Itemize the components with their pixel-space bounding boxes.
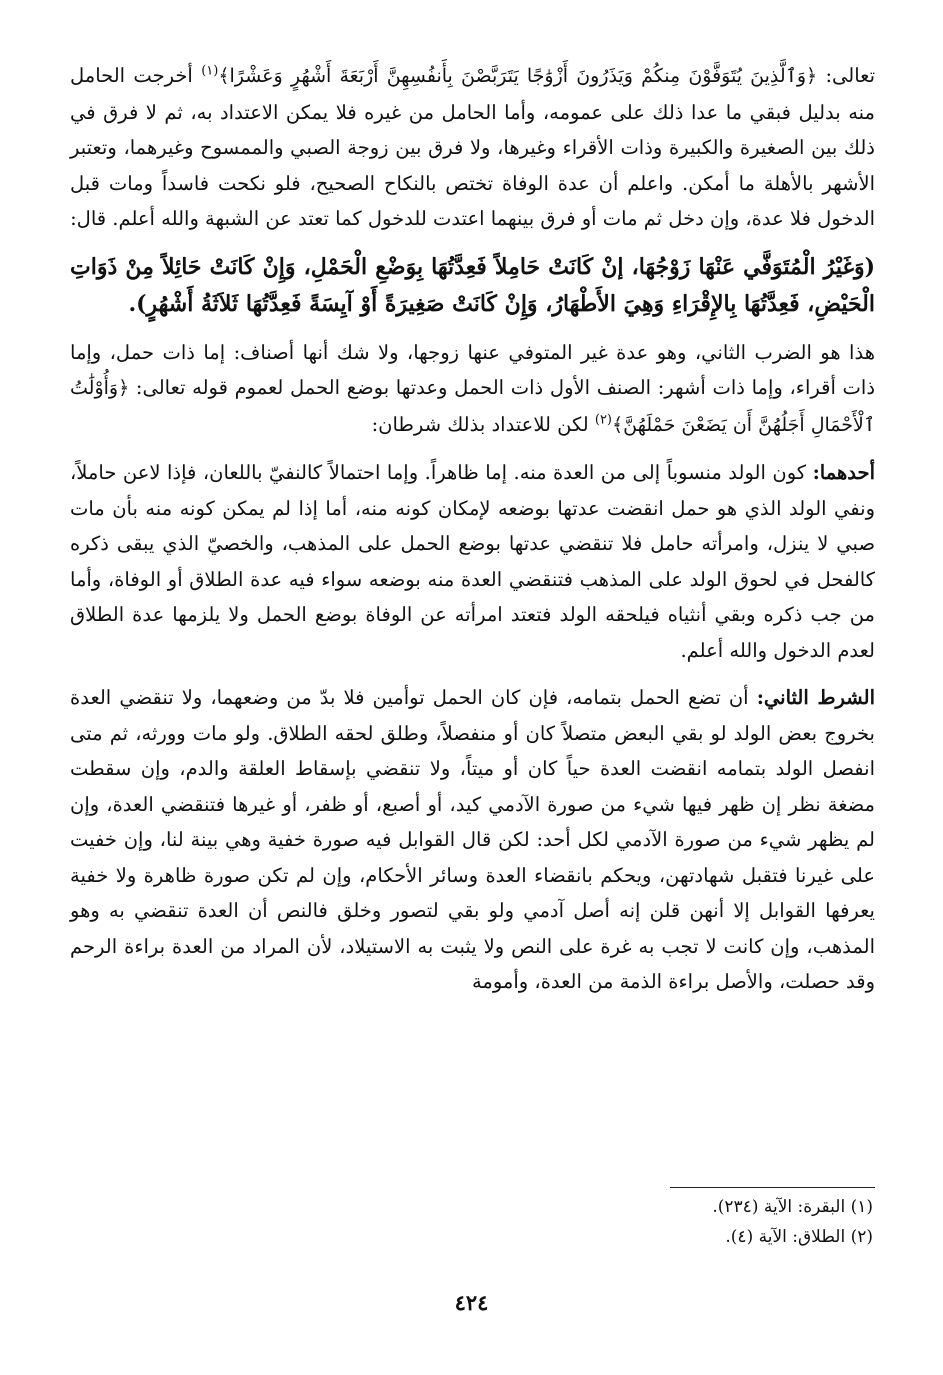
paragraph-3 [70,455,875,668]
matn-text: (وَغَيْرُ الْمُتَوَفَّي عَنْهَا زَوْجُهَا، إنْ كَانَتْ حَامِلاً فَعِدَّتُهَا بِوَضْعِ الْحَمْلِ، وَإِنْ كَانَتْ حَائِلاً مِنْ ذَوَاتِ الْحَيْضِ، فَعِدَّتُهَا بِالإِقْرَاءِ وَهِيَ الأَطْهَارُ، وَإِنْ كَانَتْ صَغِيرَةً أَوْ آيِسَةً فَعِدَّتُهَا ثَلاَثَةُ أَشْهُرٍ). [70,253,875,317]
quran-verse-2: ﴿وَأُوْلَٰتُ ٱلْأَحْمَالِ أَجَلُهُنَّ أَن يَضَعْنَ حَمْلَهُنَّ﴾ [70,377,875,436]
paragraph-1-text: أخرجت الحامل منه بدليل فبقي ما عدا ذلك على عمومه، وأما الحامل من غيره فلا يمكن الاعتداد به، ثم لا فرق في ذلك بين الصغيرة والكبيرة وذات الأقراء وغيرها، ولا فرق بين زوجة الصبي والممسوح وغيرهما، وتعتبر الأشهر بالأهلة ما أمكن. واعلم أن عدة الوفاة تختص بالنكاح الصحيح، فلو نكحت فاسداً ومات قبل الدخول فلا عدة، وإن دخل ثم مات أو فرق بينهما اعتدت للدخول كما تعتد عن الشبهة والله أعلم. قال: [70,64,875,230]
footnote-ref-1[interactable]: (١) [201,63,219,79]
paragraph-4-lead: الشرط الثاني: [756,686,876,709]
paragraph-4-text: أن تضع الحمل بتمامه، فإن كان الحمل توأمين فلا بدّ من وضعهما، ولا تنقضي العدة بخروج بعض الولد لو بقي البعض متصلاً كان أو منفصلاً، وطلق لحقه الطلاق. ولو مات وورثه، ثم متى انفصل الولد بتمامه انقضت العدة حياً كان أو ميتاً، ولا تنقضي بإسقاط العلقة والدم، وإن سقطت مضغة نظر إن ظهر فيها شيء من صورة الآدمي كيد، أو أصبع، أو ظفر، أو غيرها فتنقضي العدة، وإن لم يظهر شيء من صورة الآدمي لكل أحد: لكن قال القوابل فيه صورة خفية وهي بينة لنا، وإن خفيت على غيرنا فتقبل شهادتهن، ويحكم بانقضاء العدة وسائر الأحكام، وإن لم تكن صورة ظاهرة ولا خفية يعرفها القوابل إلا أنهن قلن إنه أصل آدمي ولو بقي لتصور وخلق فالنص أن العدة تنقضي به وهو المذهب، وإن كانت لا تجب به غرة على النص ولا يثبت به الاستيلاد، لأن المراد من العدة براءة الرحم وقد حصلت، والأصل براءة الذمة من العدة، وأمومة [70,686,875,993]
footnote-ref-2[interactable]: (٢) [594,412,612,427]
footnote-1: (١) البقرة: الآية (٢٣٤). [712,1197,873,1217]
quran-verse-1: ﴿وَٱلَّذِينَ يُتَوَفَّوْنَ مِنكُمْ وَيَذَرُونَ أَزْوَٰجًا يَتَرَبَّصْنَ بِأَنفُسِهِنَّ أَرْبَعَةَ أَشْهُرٍ وَعَشْرًا﴾ [218,65,818,87]
paragraph-3-text: كون الولد منسوباً إلى من العدة منه. إما ظاهراً. وإما احتمالاً كالنفيّ باللعان، فإذا لاعن حاملاً، ونفي الولد الذي هو حمل انقضت عدتها بوضعه لإمكان كونه منه، أما إذا لم يمكن كونه منه بأن مات صبي لا ينزل، وامرأته حامل فلا تنقضي عدتها بوضع الحمل على المذهب، والخصيّ الذي يبقى ذكره كالفحل في لحوق الولد على المذهب فتنقضي العدة منه بوضعه سواء فيه عدة الطلاق أو الوفاة، وأما من جب ذكره وبقي أنثياه فيلحقه الولد فتعتد امرأته عن الوفاة بوضع الحمل ولا يلزمها عدة الطلاق لعدم الدخول والله أعلم. [70,461,875,662]
paragraph-2-tail: لكن للاعتداد بذلك شرطان: [371,412,589,436]
paragraph-4 [70,680,875,1000]
paragraph-1-intro: تعالى: [825,64,876,87]
footnote-2: (٢) الطلاق: الآية (٤). [725,1227,873,1247]
page-number: ٤٢٤ [454,1290,489,1315]
paragraph-2-text: هذا هو الضرب الثاني، وهو عدة غير المتوفي عنها زوجها، ولا شك أنها أصناف: إما ذات حمل، وإما ذات أقراء، وإما ذات أشهر: الصنف الأول ذات الحمل وعدتها بوضع الحمل لعموم قوله تعالى: [70,340,876,399]
paragraph-3-lead: أحدهما: [812,461,875,484]
footnotes [70,1192,873,1252]
footnote-separator [670,1187,875,1188]
page-body [70,58,875,1000]
paragraph-1 [70,58,875,237]
paragraph-2 [70,335,875,444]
